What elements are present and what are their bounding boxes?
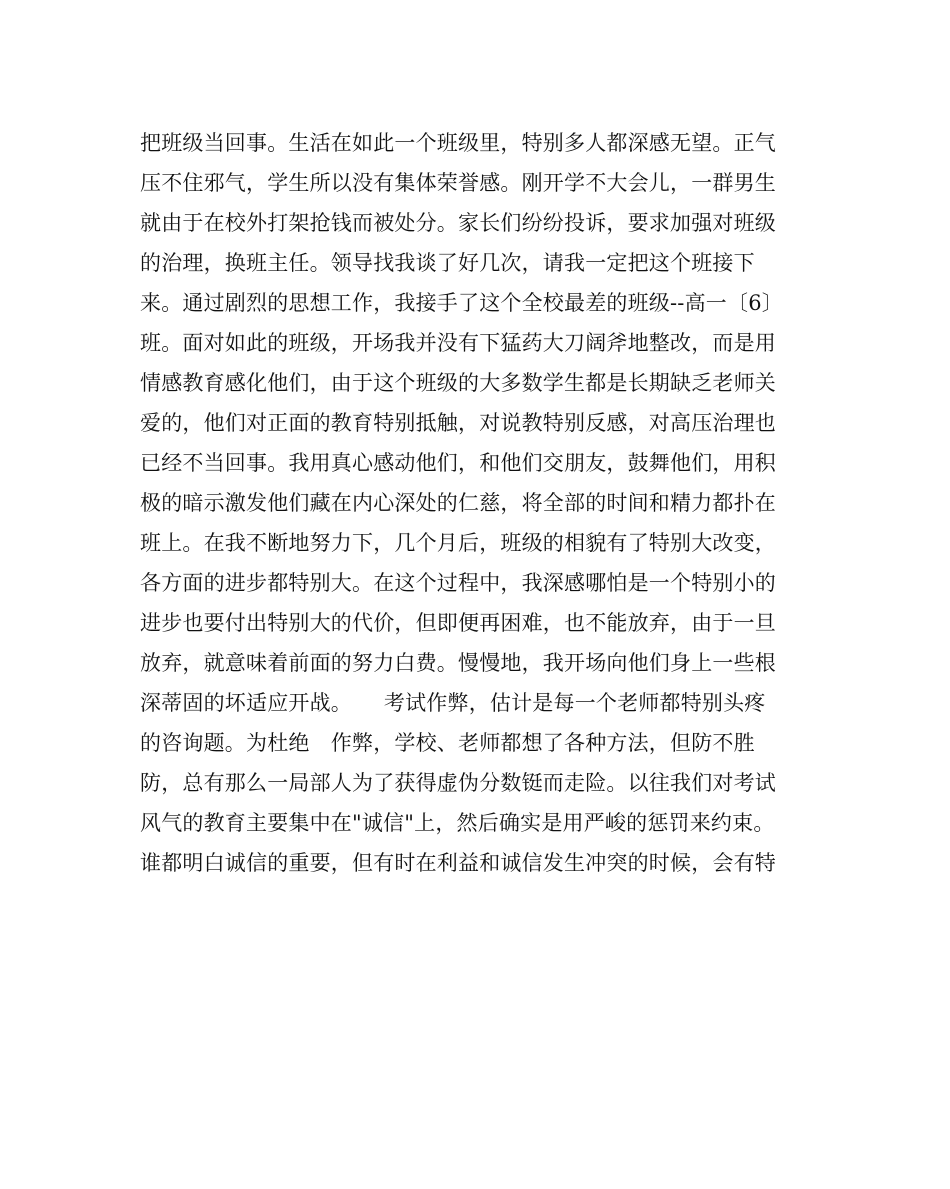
text-line: 的治理，换班主任。领导找我谈了好几次，请我一定把这个班接下: [140, 251, 755, 275]
text-line: 班上。在我不断地努力下，几个月后，班级的相貌有了特别大改变，: [140, 531, 776, 555]
text-line: 各方面的进步都特别大。在这个过程中，我深感哪怕是一个特别小的: [140, 571, 776, 595]
text-line: 进步也要付出特别大的代价，但即便再困难，也不能放弃，由于一旦: [140, 611, 776, 635]
text-line: 压不住邪气，学生所以没有集体荣誉感。刚开学不大会儿，一群男生: [140, 171, 776, 195]
text-line: 的咨询题。为杜绝 作弊，学校、老师都想了各种方法，但防不胜: [140, 731, 755, 755]
body-text: [140, 123, 820, 883]
text-line: 极的暗示激发他们藏在内心深处的仁慈，将全部的时间和精力都扑在: [140, 491, 776, 515]
text-line: 班。面对如此的班级，开场我并没有下猛药大刀阔斧地整改，而是用: [140, 331, 776, 355]
text-line: 情感教育感化他们，由于这个班级的大多数学生都是长期缺乏老师关: [140, 371, 776, 395]
text-line: 就由于在校外打架抢钱而被处分。家长们纷纷投诉，要求加强对班级: [140, 211, 776, 235]
text-line: 放弃，就意味着前面的努力白费。慢慢地，我开场向他们身上一些根: [140, 651, 776, 675]
text-line: 把班级当回事。生活在如此一个班级里，特别多人都深感无望。正气: [140, 131, 776, 155]
text-line: 防，总有那么一局部人为了获得虚伪分数铤而走险。以往我们对考试: [140, 771, 776, 795]
text-line: 谁都明白诚信的重要，但有时在利益和诚信发生冲突的时候，会有特: [140, 851, 776, 875]
text-line: 已经不当回事。我用真心感动他们，和他们交朋友，鼓舞他们，用积: [140, 451, 776, 475]
text-line: 爱的，他们对正面的教育特别抵触，对说教特别反感，对高压治理也: [140, 411, 776, 435]
text-line: 来。通过剧烈的思想工作，我接手了这个全校最差的班级--高一〔6〕: [140, 291, 783, 315]
text-line: 风气的教育主要集中在"诚信"上，然后确实是用严峻的惩罚来约束。: [140, 811, 775, 835]
text-line: 深蒂固的坏适应开战。 考试作弊，估计是每一个老师都特别头疼: [140, 691, 766, 715]
